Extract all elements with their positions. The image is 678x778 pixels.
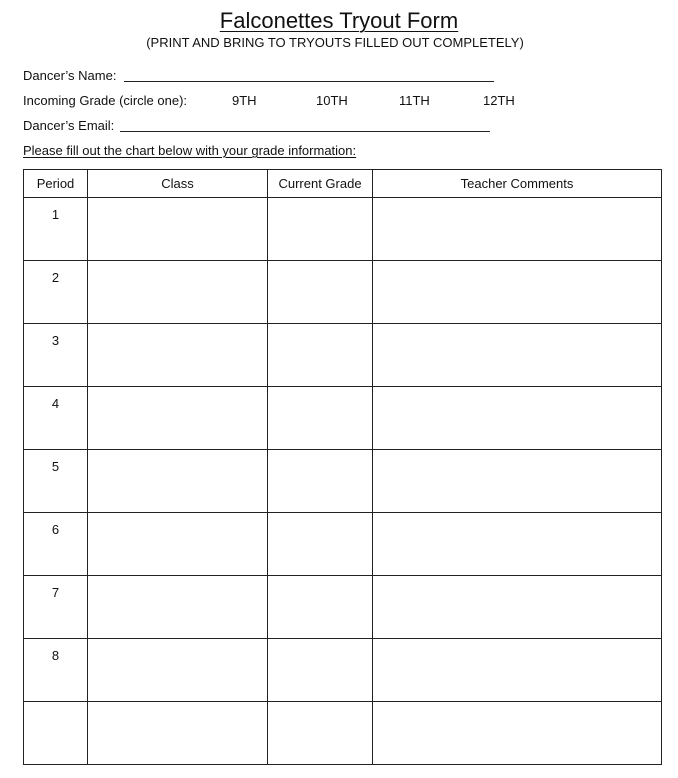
current-grade-cell[interactable]: [268, 261, 373, 324]
grade-option-10th[interactable]: 10TH: [316, 93, 348, 108]
teacher-comments-cell[interactable]: [373, 387, 662, 450]
current-grade-cell[interactable]: [268, 450, 373, 513]
table-row: [24, 702, 662, 765]
teacher-comments-cell[interactable]: [373, 261, 662, 324]
table-row: [24, 198, 662, 261]
name-field[interactable]: [124, 81, 494, 82]
grade-row: [23, 93, 187, 109]
table-row: [24, 324, 662, 387]
class-cell[interactable]: [88, 576, 268, 639]
current-grade-cell[interactable]: [268, 639, 373, 702]
grade-option-12th[interactable]: 12TH: [483, 93, 515, 108]
current-grade-cell[interactable]: [268, 513, 373, 576]
class-cell[interactable]: [88, 513, 268, 576]
current-grade-cell[interactable]: [268, 198, 373, 261]
email-label: Dancer’s Email:: [23, 118, 115, 133]
form-title: Falconettes Tryout Form: [219, 8, 459, 33]
period-cell: 6: [24, 513, 88, 576]
email-row: [23, 118, 114, 134]
table-row: [24, 576, 662, 639]
current-grade-cell[interactable]: [268, 387, 373, 450]
grade-label: Incoming Grade (circle one):: [23, 93, 188, 108]
class-cell[interactable]: [88, 261, 268, 324]
header-teacher-comments: Teacher Comments: [373, 170, 662, 198]
class-cell[interactable]: [88, 198, 268, 261]
email-field[interactable]: [120, 131, 490, 132]
form-subtitle: (PRINT AND BRING TO TRYOUTS FILLED OUT COMPLETELY): [146, 35, 524, 50]
period-cell: 3: [24, 324, 88, 387]
grade-option-11th[interactable]: 11TH: [399, 93, 430, 108]
teacher-comments-cell[interactable]: [373, 450, 662, 513]
table-row: [24, 261, 662, 324]
class-cell[interactable]: [88, 639, 268, 702]
period-cell: [24, 702, 88, 765]
header-current-grade: Current Grade: [268, 170, 373, 198]
instructions-text: Please fill out the chart below with your grade information:: [23, 143, 357, 158]
name-row: [23, 68, 116, 84]
teacher-comments-cell[interactable]: [373, 513, 662, 576]
table-row: [24, 387, 662, 450]
current-grade-cell[interactable]: [268, 702, 373, 765]
teacher-comments-cell[interactable]: [373, 198, 662, 261]
teacher-comments-cell[interactable]: [373, 702, 662, 765]
current-grade-cell[interactable]: [268, 324, 373, 387]
period-cell: 1: [24, 198, 88, 261]
grade-option-9th[interactable]: 9TH: [232, 93, 257, 108]
period-cell: 5: [24, 450, 88, 513]
period-cell: 7: [24, 576, 88, 639]
header-class: Class: [88, 170, 268, 198]
period-cell: 4: [24, 387, 88, 450]
teacher-comments-cell[interactable]: [373, 324, 662, 387]
name-label: Dancer’s Name:: [23, 68, 117, 83]
grade-table: [23, 169, 662, 765]
period-cell: 8: [24, 639, 88, 702]
teacher-comments-cell[interactable]: [373, 639, 662, 702]
current-grade-cell[interactable]: [268, 576, 373, 639]
table-row: [24, 450, 662, 513]
class-cell[interactable]: [88, 702, 268, 765]
period-cell: 2: [24, 261, 88, 324]
table-row: [24, 639, 662, 702]
class-cell[interactable]: [88, 450, 268, 513]
class-cell[interactable]: [88, 324, 268, 387]
class-cell[interactable]: [88, 387, 268, 450]
table-header-row: [24, 170, 662, 198]
header-period: Period: [24, 170, 88, 198]
table-row: [24, 513, 662, 576]
teacher-comments-cell[interactable]: [373, 576, 662, 639]
